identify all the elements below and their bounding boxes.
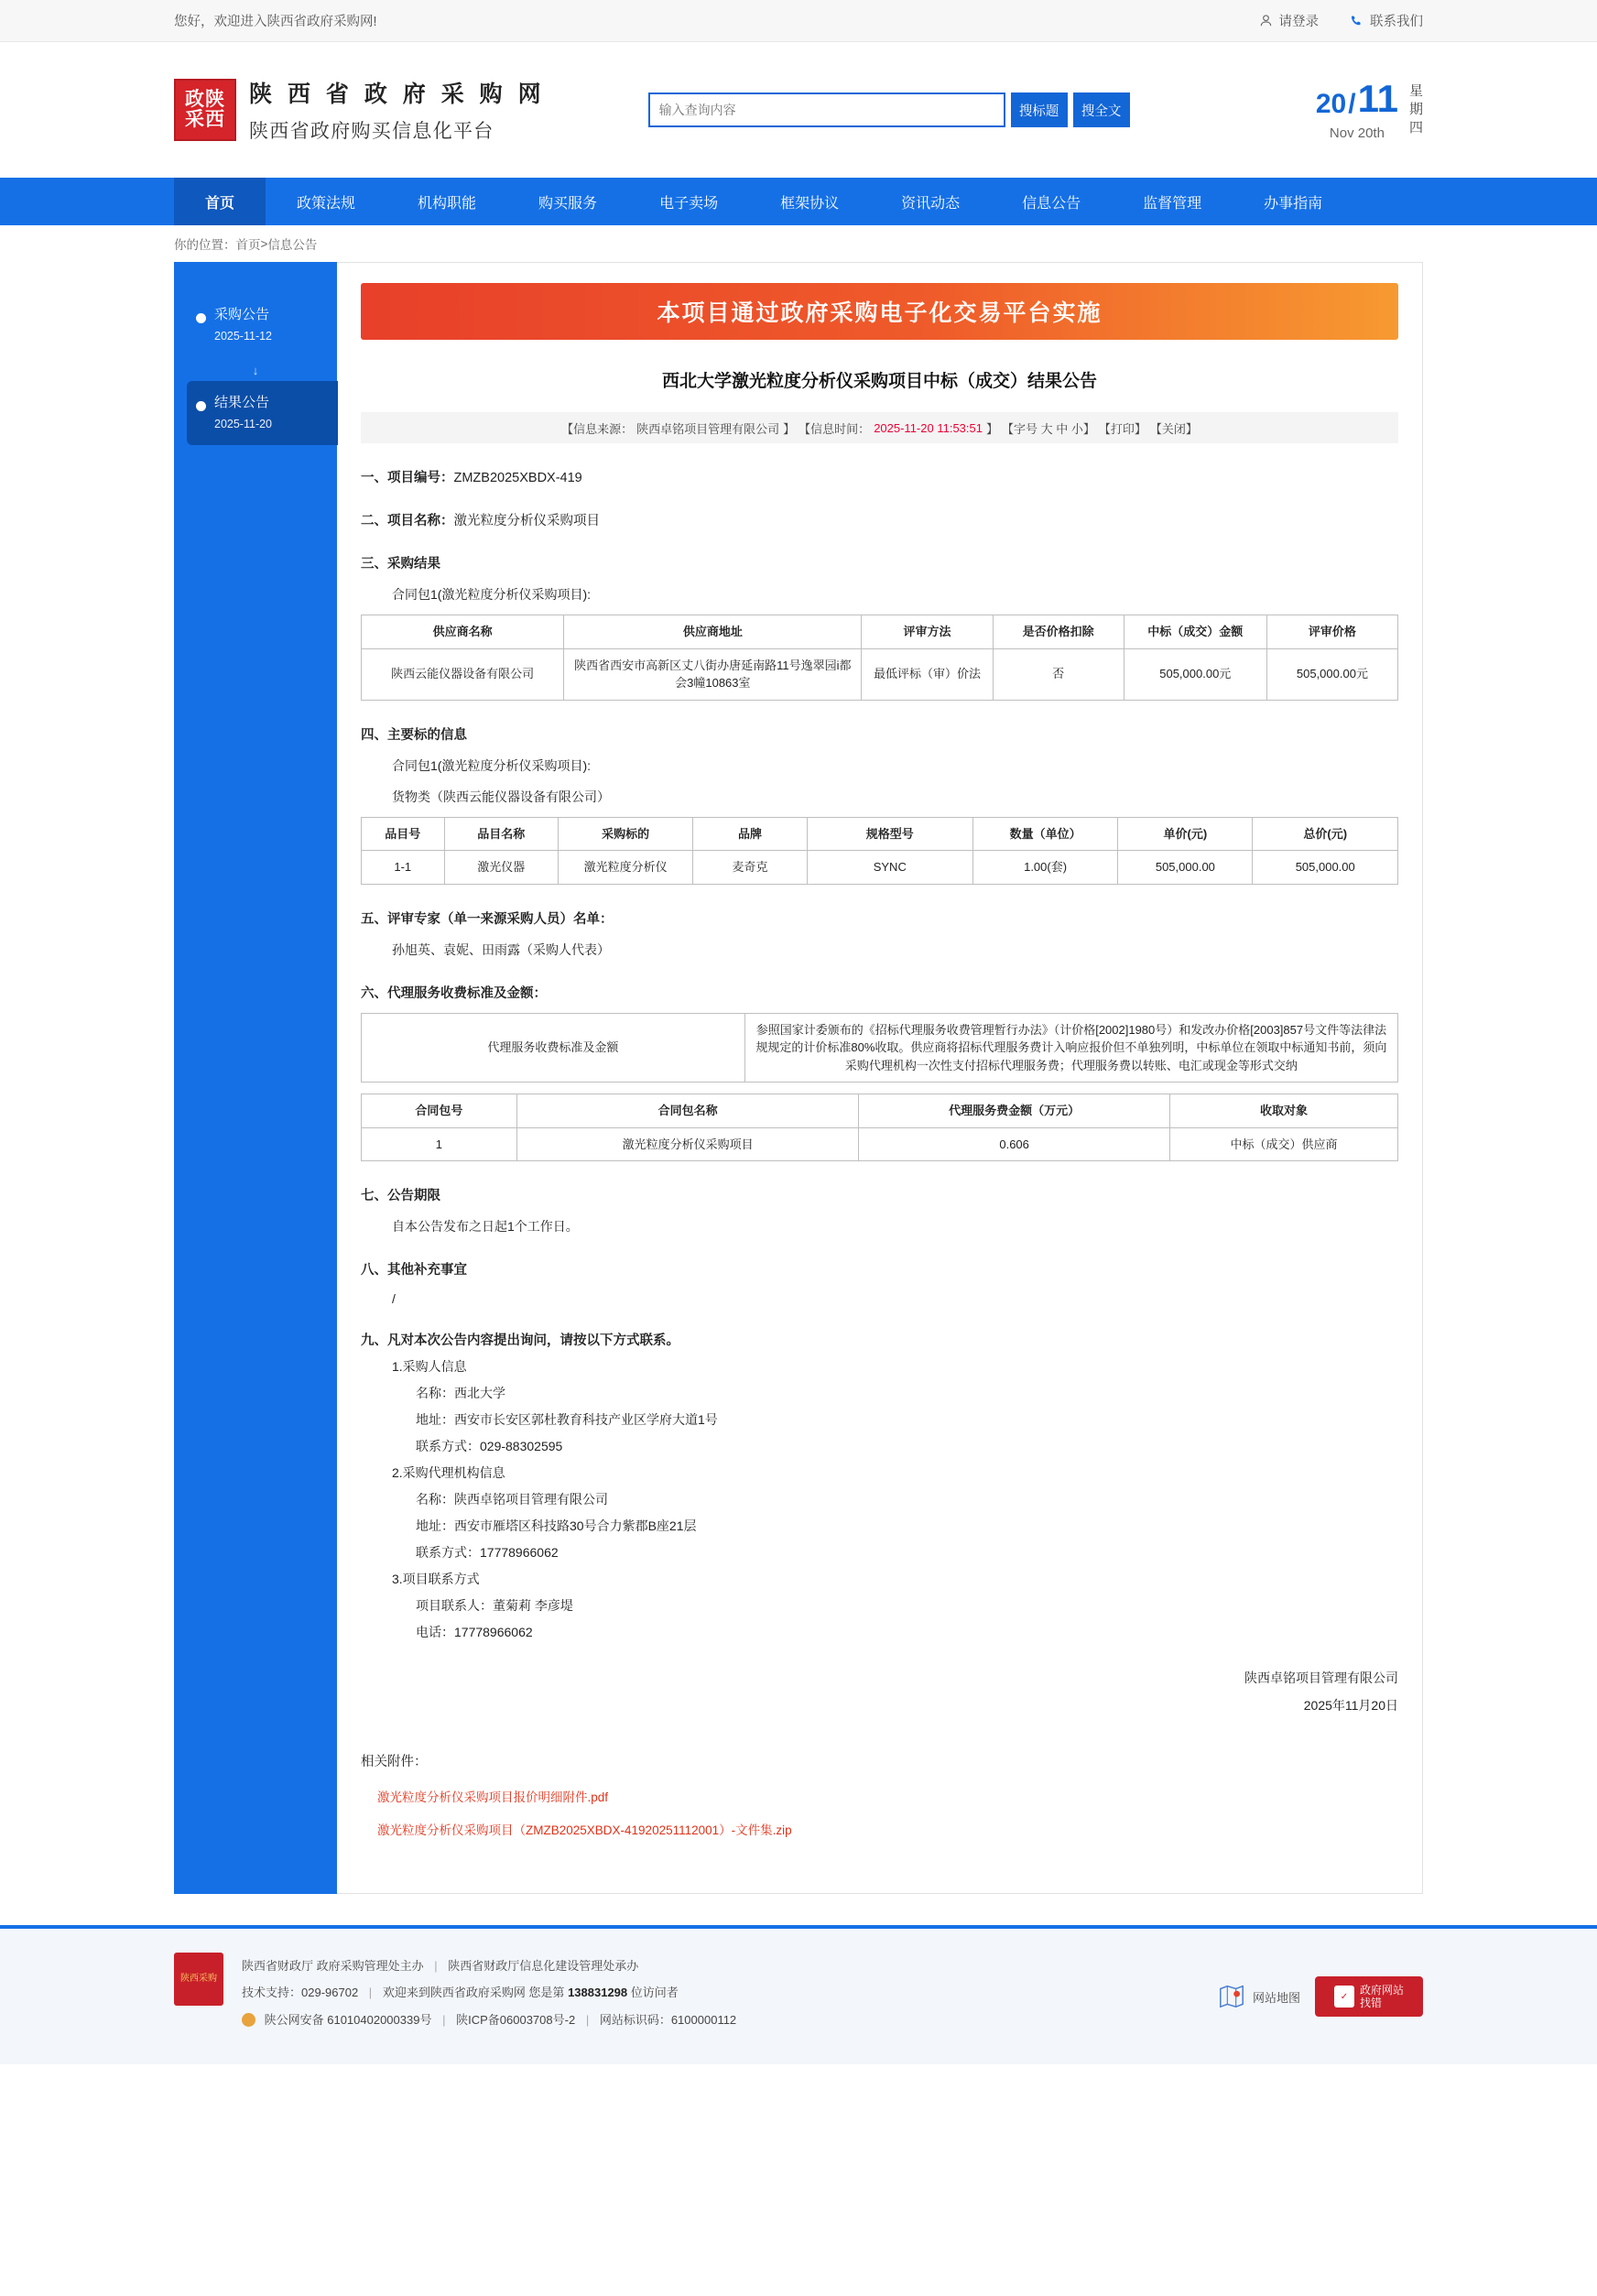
date-widget [1315,76,1423,141]
footer-sep-3: | [442,2012,446,2027]
site-header [0,42,1597,178]
step-dot-icon [196,313,206,323]
section-supplementary [361,1259,1398,1306]
th-model: 规格型号 [807,817,972,851]
attachments-heading: 相关附件： [361,1755,428,1769]
td-supplier-address: 陕西省西安市高新区丈八街办唐延南路11号逸翠园i都会3幢10863室 [564,648,862,700]
footer-visit-count: 138831298 [568,1986,628,2000]
nav-item-purchase-service[interactable]: 购买服务 [538,195,598,212]
td-fee-payer: 中标（成交）供应商 [1169,1127,1397,1161]
fee-standard-table [361,1013,1398,1083]
weekday-vertical [1409,82,1423,138]
nav-item-announcements[interactable]: 信息公告 [1022,195,1081,212]
th-fee-amount: 代理服务费金额（万元） [859,1094,1170,1128]
nav-item-news[interactable]: 资讯动态 [901,195,961,212]
date-month: 11 [1357,76,1398,120]
goods-table [361,817,1398,885]
footer-text-block [242,1953,1200,2033]
step-dot-icon [196,401,206,411]
nav-item-supervision[interactable]: 监督管理 [1143,195,1202,212]
td-fee-amount: 0.606 [859,1127,1170,1161]
section-1-heading: 一、项目编号： [361,471,454,485]
site-name: 陕 西 省 政 府 采 购 网 [249,82,546,107]
meta-source-end: 】 [783,421,796,436]
nav-item-policies[interactable]: 政策法规 [297,195,356,212]
items-category-label: 货物类（陕西云能仪器设备有限公司） [392,789,610,804]
result-table [361,615,1398,701]
police-badge-icon [242,2013,255,2027]
td-quantity: 1.00(套) [972,851,1117,885]
section-7-heading: 七、公告期限 [361,1189,440,1203]
td-review-price: 505,000.00元 [1266,648,1397,700]
date-english: Nov 20th [1329,125,1385,141]
fee-amount-table [361,1094,1398,1161]
footer-icp[interactable]: 陕ICP备06003708号-2 [456,2012,576,2027]
attachment-link-pdf[interactable]: 激光粒度分析仪采购项目报价明细附件.pdf [377,1790,609,1804]
footer-right-block [1218,1976,1423,2017]
td-supplier-name: 陕西云能仪器设备有限公司 [362,648,564,700]
project-number-value: ZMZB2025XBDX-419 [453,471,582,485]
table-row [362,851,1398,885]
section-2-heading: 二、项目名称： [361,514,454,528]
table-header-row [362,615,1398,649]
th-supplier-address: 供应商地址 [564,615,862,649]
map-icon [1218,1982,1245,2012]
table-header-row [362,817,1398,851]
footer-sep-2: | [368,1986,373,2000]
purchaser-address: 地址：西安市长安区郭杜教育科技产业区学府大道1号 [416,1412,718,1427]
doc-meta-bar [361,412,1398,443]
login-link[interactable] [1259,11,1320,30]
date-numeric [1315,76,1398,120]
td-total-price: 505,000.00 [1253,851,1398,885]
search-input[interactable] [648,92,1005,127]
td-item-name: 激光仪器 [444,851,559,885]
step-date: 2025-11-12 [214,330,273,343]
meta-time-value: 2025-11-20 11:53:51 [874,420,983,435]
attachment-link-zip[interactable]: 激光粒度分析仪采购项目（ZMZB2025XBDX-41920251112001）-文件集.zip [377,1823,792,1837]
td-procurement-target: 激光粒度分析仪 [559,851,693,885]
footer-line-1 [242,1953,1200,1979]
footer-visit-prefix: 欢迎来到陕西省政府采购网 您是第 [382,1986,565,2000]
contact-label: 联系我们 [1370,15,1423,29]
footer-support: 技术支持：029-96702 [242,1986,359,2000]
signature-block [361,1669,1398,1714]
table-row [362,648,1398,700]
footer-line-3 [242,2007,1200,2033]
announcement-content [337,262,1423,1894]
sitemap-label: 网站地图 [1252,1990,1300,2005]
step-date: 2025-11-20 [214,418,273,431]
project-contact-phone: 电话：17778966062 [416,1625,533,1639]
footer-site-code: 网站标识码：6100000112 [599,2012,737,2027]
signature-date: 2025年11月20日 [1303,1698,1398,1713]
national-emblem-icon: 陕西采购 [174,1953,223,2006]
td-model: SYNC [807,851,972,885]
meta-source-value: 陕西卓铭项目管理有限公司 [636,421,780,436]
td-brand: 麦奇克 [693,851,808,885]
weekday-char-3: 四 [1408,120,1423,136]
progress-sidebar [174,262,337,1894]
section-agency-fee [361,983,1398,1162]
th-total-price: 总价(元) [1253,817,1398,851]
gov-badge-line1: 政府网站 [1359,1983,1404,1997]
nav-item-framework[interactable]: 框架协议 [780,195,840,212]
th-supplier-name: 供应商名称 [362,615,564,649]
meta-time-label: 【信息时间： [798,421,871,436]
nav-item-home[interactable]: 首页 [174,178,266,225]
section-experts [361,909,1398,959]
section-3-heading: 三、采购结果 [361,557,440,571]
breadcrumb-separator: > [260,236,268,251]
footer-sep-4: | [585,2012,590,2027]
purchaser-name: 名称：西北大学 [416,1386,505,1400]
project-name-value: 激光粒度分析仪采购项目 [453,514,600,528]
agency-name: 名称：陕西卓铭项目管理有限公司 [416,1492,608,1507]
section-8-heading: 八、其他补充事宜 [361,1263,467,1278]
site-footer [0,1925,1597,2064]
site-name-block [249,76,546,144]
section-6-heading: 六、代理服务收费标准及金额： [361,985,547,1001]
sidebar-step-result-notice[interactable] [187,381,338,445]
td-award-amount: 505,000.00元 [1124,648,1266,700]
section-contacts [361,1330,1398,1641]
contact-group-project: 3.项目联系方式 [392,1572,480,1586]
footer-visit-suffix: 位访问者 [630,1986,679,2000]
table-header-row [362,1094,1398,1128]
th-fee-payer: 收取对象 [1169,1094,1397,1128]
th-price-deduction: 是否价格扣除 [993,615,1124,649]
experts-value: 孙旭英、袁妮、田雨露（采购人代表） [392,941,610,957]
notice-period-value: 自本公告发布之日起1个工作日。 [392,1219,579,1234]
td-fee-label: 代理服务收费标准及金额 [362,1013,745,1083]
meta-fontsize-control[interactable]: 【字号 大 中 小】 [1002,421,1095,436]
nav-item-functions[interactable]: 机构职能 [418,195,477,212]
weekday-char-2: 期 [1408,101,1423,117]
page-title: 西北大学激光粒度分析仪采购项目中标（成交）结果公告 [661,372,1097,391]
site-subname: 陕西省政府购买信息化平台 [249,121,494,142]
th-review-price: 评审价格 [1266,615,1397,649]
th-package-no: 合同包号 [362,1094,517,1128]
footer-police-record[interactable]: 陕公网安备 61010402000339号 [264,2012,432,2027]
contact-group-purchaser: 1.采购人信息 [392,1359,467,1374]
weekday-char-1: 星 [1408,82,1423,99]
td-package-no: 1 [362,1127,517,1161]
nav-items [174,178,1353,225]
login-label: 请登录 [1278,15,1319,29]
agency-phone: 联系方式：17778966062 [416,1545,559,1560]
platform-banner: 本项目通过政府采购电子化交易平台实施 [361,283,1398,340]
date-separator: / [1348,88,1356,119]
section-notice-period [361,1185,1398,1235]
table-row [362,1127,1398,1161]
logo-mark-line1: 政陕 [185,88,225,110]
th-quantity: 数量（单位） [972,817,1117,851]
search-area [648,92,1130,127]
phone-icon [1350,14,1363,27]
td-package-name: 激光粒度分析仪采购项目 [516,1127,859,1161]
breadcrumb-home[interactable]: 首页 [235,238,261,252]
sitemap-link[interactable] [1218,1982,1300,2012]
footer-host: 陕西省财政厅 政府采购管理处主办 [242,1959,424,1973]
th-package-name: 合同包名称 [516,1094,859,1128]
items-package-label: 合同包1(激光粒度分析仪采购项目): [392,757,591,773]
logo-mark-icon [174,79,236,141]
th-review-method: 评审方法 [862,615,993,649]
gov-badge-line2: 找错 [1359,1997,1382,2009]
search-title-button[interactable]: 搜标题 [1011,92,1068,127]
breadcrumb [0,225,1597,262]
section-5-heading: 五、评审专家（单一来源采购人员）名单： [361,911,614,927]
nav-item-guide[interactable]: 办事指南 [1264,195,1323,212]
breadcrumb-current: 信息公告 [267,238,318,252]
td-price-deduction: 否 [993,648,1124,700]
breadcrumb-prefix: 你的位置： [174,238,236,252]
section-4-heading: 四、主要标的信息 [361,727,467,743]
step-title: 采购公告 [214,307,270,322]
td-fee-description: 参照国家计委颁布的《招标代理服务收费管理暂行办法》（计价格[2002]1980号）和发改办价格[2003]857号文件等法律法规规定的计价标准80%收取。供应商将招标代理服务费计入响应报价但不单独列明，中标单位在领取中标通知书前，须向采购代理机构一次性支付招标代理服务费；代理服务费以转账、电汇或现金等形式交纳 [744,1013,1397,1083]
supplementary-value: / [392,1291,396,1306]
step-title: 结果公告 [214,394,270,410]
th-brand: 品牌 [693,817,808,851]
signature-org: 陕西卓铭项目管理有限公司 [1244,1670,1398,1685]
meta-time-end: 】 [985,421,998,436]
purchaser-phone: 联系方式：029-88302595 [416,1439,563,1453]
logo-mark-line2: 采西 [185,109,225,130]
step-arrow-icon: ↓ [252,363,259,377]
th-award-amount: 中标（成交）金额 [1124,615,1266,649]
th-procurement-target: 采购标的 [559,817,693,851]
top-utility-bar [0,0,1597,42]
footer-line-2 [242,1979,1200,2006]
sidebar-step-purchase-notice[interactable] [187,293,337,357]
result-package-label: 合同包1(激光粒度分析仪采购项目): [392,587,591,602]
section-main-items [361,724,1398,885]
contact-group-agency: 2.采购代理机构信息 [392,1465,505,1480]
th-item-no: 品目号 [362,817,445,851]
shield-icon: ✓ [1334,1986,1354,2008]
footer-operator: 陕西省财政厅信息化建设管理处承办 [448,1959,639,1973]
main-nav [0,178,1597,225]
th-item-name: 品目名称 [444,817,559,851]
meta-source-label: 【信息来源： [561,421,634,436]
section-result [361,553,1398,701]
td-unit-price: 505,000.00 [1118,851,1253,885]
site-logo[interactable] [174,76,546,144]
agency-address: 地址：西安市雁塔区科技路30号合力紫郡B座21层 [416,1518,697,1533]
top-links [1259,11,1424,30]
gov-website-report-badge[interactable] [1315,1976,1423,2017]
user-icon [1259,14,1273,27]
section-project-number [361,467,1398,486]
table-row [362,1013,1398,1083]
footer-sep-1: | [434,1959,438,1973]
section-9-heading: 九、凡对本次公告内容提出询问，请按以下方式联系。 [361,1333,679,1348]
contact-link[interactable] [1350,11,1423,30]
meta-print-button[interactable]: 【打印】 [1098,421,1146,436]
page-body [0,262,1597,1894]
meta-close-button[interactable]: 【关闭】 [1149,421,1198,436]
date-day: 20 [1315,88,1347,119]
th-unit-price: 单价(元) [1118,817,1253,851]
section-project-name [361,510,1398,529]
project-contact-person: 项目联系人：董菊莉 李彦堤 [416,1598,573,1613]
nav-item-emall[interactable]: 电子卖场 [659,195,719,212]
td-item-no: 1-1 [362,851,445,885]
search-fulltext-button[interactable]: 搜全文 [1073,92,1130,127]
welcome-text: 您好，欢迎进入陕西省政府采购网! [174,15,377,29]
td-review-method: 最低评标（审）价法 [862,648,993,700]
